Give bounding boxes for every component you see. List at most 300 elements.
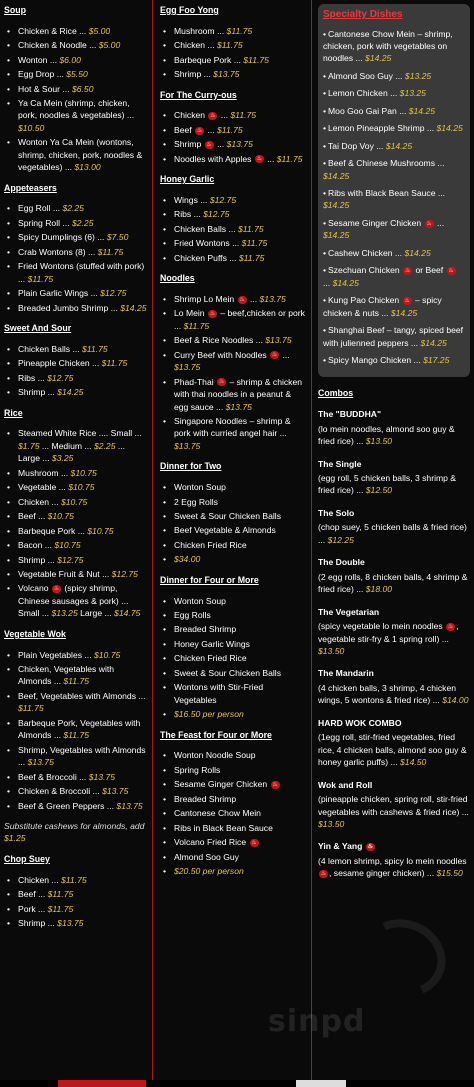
- menu-item: [174, 334, 307, 346]
- item-price: $13.75: [102, 786, 129, 797]
- menu-item: [174, 208, 307, 220]
- item-price: $14.25: [332, 277, 359, 288]
- item-name: Beef: [174, 124, 192, 135]
- item-name: Almond Soo Guy ...: [328, 70, 403, 81]
- item-price: $14.25: [404, 247, 431, 258]
- item-price: $12.75: [100, 288, 127, 299]
- item-name: Lemon Pineapple Shrimp ...: [328, 123, 435, 134]
- combo-item: [318, 667, 470, 706]
- menu-item: [18, 785, 148, 797]
- menu-item: [174, 252, 307, 264]
- item-name-after: ...: [249, 293, 258, 304]
- combo-title: The Vegetarian: [318, 606, 380, 617]
- item-price: $34.00: [174, 554, 201, 565]
- section-list-noodles: [160, 293, 307, 452]
- item-name: Chicken, Vegetables with Almonds ...: [18, 663, 115, 687]
- item-price: $14.25: [385, 140, 413, 151]
- item-price: $10.75: [68, 482, 95, 493]
- menu-item: [174, 778, 307, 790]
- menu-item: [174, 109, 307, 121]
- item-price: $10.75: [54, 540, 81, 551]
- menu-item: [18, 231, 148, 243]
- bullet-icon: •: [323, 265, 327, 276]
- combo-price: $13.50: [318, 646, 345, 657]
- menu-item: [323, 294, 465, 319]
- item-price: $11.75: [276, 153, 303, 164]
- item-price: $11.75: [238, 252, 265, 263]
- section-title-dinner-for-four-or-more: Dinner for Four or More: [160, 574, 259, 585]
- menu-item: [174, 623, 307, 635]
- item-name: Beef & Rice Noodles ...: [174, 335, 263, 346]
- combo-price: $13.50: [318, 819, 345, 829]
- item-name: Vegetable Fruit & Nut ...: [18, 568, 110, 579]
- item-name: Chicken Puffs ...: [174, 252, 237, 263]
- combo-name: [318, 408, 470, 420]
- chili-pepper-icon: [403, 297, 412, 305]
- menu-item: [18, 260, 148, 285]
- item-name: Ribs with Black Bean Sauce ...: [328, 188, 446, 199]
- combo-name: [318, 458, 470, 470]
- item-price: $13.75: [174, 362, 201, 373]
- section-list-chop-suey: [4, 874, 148, 930]
- item-price: $5.00: [88, 25, 111, 36]
- item-name: Wonton Soup: [174, 482, 226, 493]
- menu-item: [174, 68, 307, 80]
- item-price: $10.50: [18, 122, 45, 133]
- combo-desc-after: , vegetable stir-fry & 1 spring roll) ...: [318, 621, 459, 644]
- item-name: Singapore Noodles – shrimp & pork with curried angel hair ...: [174, 415, 291, 439]
- menu-item: [18, 83, 148, 95]
- item-price: $14.25: [365, 53, 392, 64]
- section-list-the-feast-for-four-or-more: [160, 749, 307, 877]
- item-name: Shrimp ...: [18, 387, 55, 398]
- item-name-after: or Beef: [415, 265, 444, 276]
- combo-description: [318, 571, 470, 596]
- item-name: Ribs ...: [174, 209, 201, 220]
- item-price: $6.50: [71, 83, 94, 94]
- item-name: Volcano: [18, 583, 49, 594]
- item-name: Egg Rolls: [174, 610, 211, 620]
- package-price: [174, 708, 307, 720]
- item-name: Lo Mein: [174, 308, 205, 319]
- chili-pepper-icon: [270, 351, 279, 359]
- section-list-egg-foo-yong: [160, 25, 307, 81]
- combo-name: [318, 779, 470, 791]
- item-name: Steamed White Rice .... Small ...: [18, 428, 142, 439]
- menu-item: [18, 554, 148, 566]
- menu-item: [174, 25, 307, 37]
- item-price: $14.25: [120, 302, 147, 313]
- item-name: Beef Vegetable & Almonds: [174, 525, 276, 536]
- menu-item: [174, 293, 307, 305]
- section-title-the-feast-for-four-or-more: The Feast for Four or More: [160, 729, 272, 740]
- bullet-icon: •: [323, 70, 327, 81]
- menu-item: [174, 138, 307, 150]
- item-name: Cashew Chicken ...: [328, 247, 403, 258]
- bullet-icon: •: [323, 188, 327, 199]
- combo-title: The "BUDDHA": [318, 409, 382, 420]
- item-name: Wontons with Stir-Fried Vegetables: [174, 682, 264, 705]
- item-name: Wonton ...: [18, 54, 58, 65]
- item-price: $14.25: [323, 200, 350, 211]
- menu-item: [18, 510, 148, 522]
- item-price: $2.25: [93, 440, 116, 451]
- specialty-dishes-list: [323, 28, 465, 367]
- combo-desc-text: (4 lemon shrimp, spicy lo mein noodles: [318, 855, 467, 866]
- item-price: $11.75: [61, 874, 87, 885]
- menu-item: [18, 496, 148, 508]
- menu-item: [18, 68, 148, 80]
- chili-pepper-icon: [319, 870, 328, 878]
- section-title-sweet-and-sour: Sweet And Sour: [4, 323, 72, 334]
- item-name: Cantonese Chow Mein – shrimp, chicken, pork with vegetables on noodles ...: [323, 28, 453, 64]
- section-title-soup: Soup: [4, 5, 26, 15]
- item-name: Shrimp: [174, 139, 202, 150]
- bullet-icon: •: [323, 295, 327, 306]
- chili-pepper-icon: [195, 127, 204, 135]
- item-name: Chicken Fried Rice: [174, 539, 247, 550]
- item-price: $11.75: [97, 246, 124, 257]
- combo-price: $13.50: [365, 436, 393, 447]
- item-price: $13.00: [74, 162, 101, 173]
- item-price: $11.75: [241, 238, 268, 249]
- item-name: Egg Drop ...: [18, 69, 64, 80]
- combo-description: [318, 423, 470, 448]
- menu-item: [18, 690, 148, 715]
- item-name: Pineapple Chicken ...: [18, 358, 100, 369]
- item-price: $13.75: [265, 335, 292, 346]
- item-price: $14.25: [408, 105, 436, 116]
- combo-title: Yin & Yang: [318, 841, 363, 852]
- item-name: Sweet & Sour Chicken Balls: [174, 667, 281, 678]
- item-name: Chicken & Noodle ...: [18, 40, 97, 51]
- item-price: $11.75: [47, 903, 74, 914]
- item-price: $11.75: [183, 320, 210, 331]
- item-price: $13.25: [399, 88, 426, 99]
- section-title-appeteasers: Appeteasers: [4, 182, 57, 193]
- menu-item: [323, 105, 465, 117]
- menu-item: [323, 87, 465, 99]
- item-name: Breaded Shrimp: [174, 793, 237, 804]
- item-price: $5.50: [66, 69, 88, 80]
- chili-pepper-icon: [403, 267, 412, 275]
- combo-price: $18.00: [365, 584, 393, 595]
- menu-item: [174, 652, 307, 664]
- item-name: Barbeque Pork, Vegetables with Almonds ...: [18, 717, 141, 741]
- menu-item: [18, 302, 148, 314]
- menu-item: [174, 749, 307, 761]
- item-name: Spicy Dumplings (6) ...: [18, 232, 105, 243]
- menu-item: [18, 874, 148, 886]
- item-name: Fried Wontons (stuffed with pork) ...: [18, 261, 145, 284]
- item-name: Chicken & Broccoli ...: [18, 786, 100, 797]
- item-extra: Large ...: [77, 608, 115, 619]
- item-extra: ... Large ...: [18, 440, 126, 464]
- watermark-text: sinpd: [268, 1004, 366, 1039]
- menu-item: [174, 54, 307, 66]
- combos-title: Combos: [318, 388, 354, 399]
- item-name: Sesame Ginger Chicken: [328, 217, 422, 228]
- section-title-egg-foo-yong: Egg Foo Yong: [160, 5, 219, 15]
- menu-item: [174, 681, 307, 706]
- menu-item: [174, 223, 307, 235]
- combo-description: [318, 731, 470, 768]
- combo-price: $14.50: [400, 757, 427, 768]
- menu-item: [174, 39, 307, 51]
- item-name-after: ...: [267, 153, 275, 164]
- item-name: Chicken Balls ...: [18, 343, 80, 354]
- combo-item: [318, 458, 470, 497]
- item-price: $13.75: [259, 293, 286, 304]
- item-price: $11.75: [63, 730, 90, 741]
- bullet-icon: •: [323, 28, 327, 39]
- item-name-after: ...: [282, 349, 290, 360]
- item-name: Chicken ...: [174, 40, 215, 51]
- menu-item: [18, 539, 148, 551]
- menu-item: [18, 917, 148, 929]
- item-price: $12.75: [111, 568, 138, 579]
- item-price: $11.75: [238, 223, 264, 234]
- combo-price: $15.50: [436, 868, 463, 879]
- combo-item: [318, 408, 470, 447]
- menu-column-middle: [153, 0, 311, 1078]
- menu-item: [18, 717, 148, 742]
- menu-item: [18, 903, 148, 915]
- combo-name: [318, 507, 470, 519]
- menu-item: [323, 354, 465, 366]
- combo-item: [318, 556, 470, 595]
- menu-item: [18, 467, 148, 479]
- item-name: Breaded Jumbo Shrimp ...: [18, 302, 118, 313]
- menu-item: [174, 822, 307, 834]
- menu-item: [174, 415, 307, 452]
- menu-item: [18, 39, 148, 51]
- menu-item: [174, 539, 307, 551]
- combo-desc-text: (lo mein noodles, almond soo guy & fried rice) ...: [318, 423, 455, 447]
- menu-item: [18, 568, 148, 580]
- menu-item: [18, 525, 148, 537]
- item-name: Shrimp ...: [18, 554, 55, 565]
- section-title-chop-suey: Chop Suey: [4, 853, 50, 864]
- item-price: $3.25: [51, 453, 74, 464]
- menu-item: [18, 97, 148, 134]
- combo-desc-text: (spicy vegetable lo mein noodles: [318, 621, 443, 632]
- section-title-honey-garlic: Honey Garlic: [160, 174, 215, 185]
- combo-description: [318, 855, 470, 880]
- combo-description: [318, 620, 470, 657]
- combo-title: The Solo: [318, 507, 355, 518]
- item-name: Kung Pao Chicken: [328, 295, 400, 306]
- section-list-for-the-curry-ous: [160, 109, 307, 165]
- item-name: Ribs in Black Bean Sauce: [174, 822, 273, 833]
- item-name: Mushroom ...: [174, 25, 225, 36]
- item-name: Egg Roll ...: [18, 203, 61, 214]
- item-name: Shrimp ...: [174, 69, 211, 80]
- item-price: $11.75: [226, 25, 253, 36]
- item-name: Beef & Green Peppers ...: [18, 800, 115, 811]
- menu-column-left: [0, 0, 152, 1078]
- combo-desc-after: , sesame ginger chicken) ...: [329, 868, 435, 879]
- item-name: Shrimp, Vegetables with Almonds ...: [18, 744, 146, 768]
- item-name: 2 Egg Rolls: [174, 496, 218, 507]
- item-name: Barbeque Pork ...: [174, 54, 241, 65]
- item-price: $11.75: [230, 110, 257, 121]
- chili-pepper-icon: [446, 623, 455, 631]
- menu-item: [174, 153, 307, 165]
- combo-name: [318, 556, 470, 568]
- menu-item: [323, 264, 465, 289]
- chili-pepper-icon: [425, 220, 434, 228]
- menu-item: [18, 54, 148, 66]
- menu-item: [174, 638, 307, 650]
- item-name: Lemon Chicken ...: [328, 88, 398, 99]
- combo-price: $12.25: [327, 534, 354, 545]
- item-price: $11.75: [101, 358, 128, 369]
- item-name-after: ...: [436, 217, 445, 228]
- combo-desc-text: (egg roll, 5 chicken balls, 3 shrimp & fried rice) ...: [318, 473, 457, 496]
- combo-desc-text: (pineapple chicken, spring roll, stir-fried vegetables with cashews & fried rice) ...: [318, 794, 469, 817]
- item-name: Volcano Fried Rice: [174, 837, 247, 848]
- menu-item: [174, 510, 307, 522]
- menu-item: [323, 70, 465, 82]
- menu-item: [174, 595, 307, 607]
- item-price: $12.75: [47, 372, 74, 383]
- combo-description: [318, 521, 470, 546]
- item-name: Ribs ...: [18, 372, 45, 383]
- combos-list: [318, 408, 470, 880]
- bullet-icon: •: [323, 355, 327, 366]
- item-name: Barbeque Pork ...: [18, 525, 85, 536]
- item-name: Chicken Fried Rice: [174, 653, 247, 664]
- section-title-dinner-for-two: Dinner for Two: [160, 461, 222, 472]
- item-name: Spring Rolls: [174, 764, 221, 775]
- combo-description: [318, 793, 470, 830]
- bottom-red-bar: [58, 1080, 146, 1087]
- bullet-icon: •: [323, 158, 327, 169]
- item-name: Plain Garlic Wings ...: [18, 288, 98, 299]
- item-name: Tai Dop Voy ...: [328, 140, 384, 151]
- menu-item: [174, 349, 307, 374]
- menu-item: [18, 343, 148, 355]
- section-list-appeteasers: [4, 202, 148, 314]
- item-name: Szechuan Chicken: [328, 265, 400, 276]
- menu-item: [18, 663, 148, 688]
- menu-item: [174, 524, 307, 536]
- menu-item: [18, 136, 148, 173]
- item-price: $7.50: [106, 232, 129, 243]
- combo-item: [318, 606, 470, 658]
- item-price: $10.75: [61, 496, 88, 507]
- menu-item: [174, 807, 307, 819]
- menu-item: [18, 427, 148, 464]
- specialty-dishes-box: [318, 4, 470, 377]
- item-name: Chicken ...: [18, 874, 59, 885]
- bullet-icon: •: [323, 123, 327, 134]
- menu-item: [174, 609, 307, 621]
- combo-title: The Double: [318, 557, 365, 568]
- bullet-icon: •: [323, 325, 327, 336]
- item-name: Fried Wontons ...: [174, 238, 240, 249]
- specialty-dishes-title: Specialty Dishes: [323, 9, 403, 20]
- item-price: $10.75: [93, 649, 121, 660]
- menu-item: [174, 667, 307, 679]
- item-name: Hot & Sour ...: [18, 83, 70, 94]
- item-name: Mushroom ...: [18, 467, 69, 478]
- item-price: $11.75: [27, 273, 54, 284]
- menu-item: [174, 376, 307, 413]
- chili-pepper-icon: [366, 843, 375, 851]
- item-price: $2.25: [71, 217, 94, 228]
- item-price: $14.25: [436, 123, 463, 134]
- item-price: $11.75: [63, 676, 90, 687]
- menu-item: [174, 124, 307, 136]
- menu-item: [174, 764, 307, 776]
- item-name: Shrimp Lo Mein: [174, 293, 235, 304]
- menu-item: [174, 194, 307, 206]
- note-text: Substitute cashews for almonds, add: [4, 820, 145, 831]
- item-price: $14.25: [420, 337, 447, 348]
- item-price: $14.25: [390, 307, 418, 318]
- item-price: $13.25: [404, 70, 432, 81]
- menu-item: [323, 28, 465, 65]
- item-price: $14.25: [323, 230, 350, 241]
- item-name-after: ...: [217, 139, 225, 150]
- item-price: $14.25: [57, 387, 84, 398]
- item-name: Moo Goo Gai Pan ...: [328, 105, 407, 116]
- item-name-after: – shrimp & chicken with thai noodles in a peanut & egg sauce ...: [174, 376, 303, 412]
- section-list-soup: [4, 25, 148, 174]
- menu-item: [174, 496, 307, 508]
- chili-pepper-icon: [208, 112, 217, 120]
- item-price: $13.75: [116, 800, 143, 811]
- combo-price: $12.50: [365, 485, 393, 496]
- section-title-rice: Rice: [4, 407, 23, 418]
- item-price: $20.50 per person: [174, 866, 244, 876]
- item-name: Curry Beef with Noodles: [174, 349, 267, 360]
- item-name: Spicy Mango Chicken ...: [328, 355, 421, 366]
- combo-desc-text: (2 egg rolls, 8 chicken balls, 4 shrimp & fried rice) ...: [318, 571, 468, 595]
- menu-item: [174, 836, 307, 848]
- item-name: Beef ...: [18, 511, 46, 522]
- item-name: Wings ...: [174, 194, 208, 205]
- bullet-icon: •: [323, 140, 327, 151]
- section-title-vegetable-wok: Vegetable Wok: [4, 628, 66, 639]
- item-name: Wonton Soup: [174, 595, 226, 606]
- item-name: Crab Wontons (8) ...: [18, 246, 96, 257]
- item-price: $11.75: [217, 124, 243, 135]
- item-price: $12.75: [203, 209, 230, 220]
- item-price: $12.75: [57, 554, 84, 565]
- item-price: $2.25: [62, 203, 84, 214]
- menu-item: [174, 237, 307, 249]
- item-price: $16.50 per person: [174, 709, 244, 720]
- menu-item: [18, 287, 148, 299]
- chili-pepper-icon: [217, 378, 226, 386]
- menu-item: [18, 25, 148, 37]
- menu-item: [18, 582, 148, 619]
- combo-desc-text: (chop suey, 5 chicken balls & fried rice) ...: [318, 522, 467, 545]
- package-price: [174, 553, 307, 565]
- menu-item: [18, 357, 148, 369]
- menu-item: [174, 851, 307, 863]
- item-name: Spring Roll ...: [18, 217, 70, 228]
- menu-item: [18, 372, 148, 384]
- menu-item: [323, 187, 465, 212]
- item-price: $10.75: [70, 467, 97, 478]
- item-price: $12.75: [209, 194, 237, 205]
- item-price: $11.75: [243, 54, 269, 65]
- bullet-icon: •: [323, 247, 327, 258]
